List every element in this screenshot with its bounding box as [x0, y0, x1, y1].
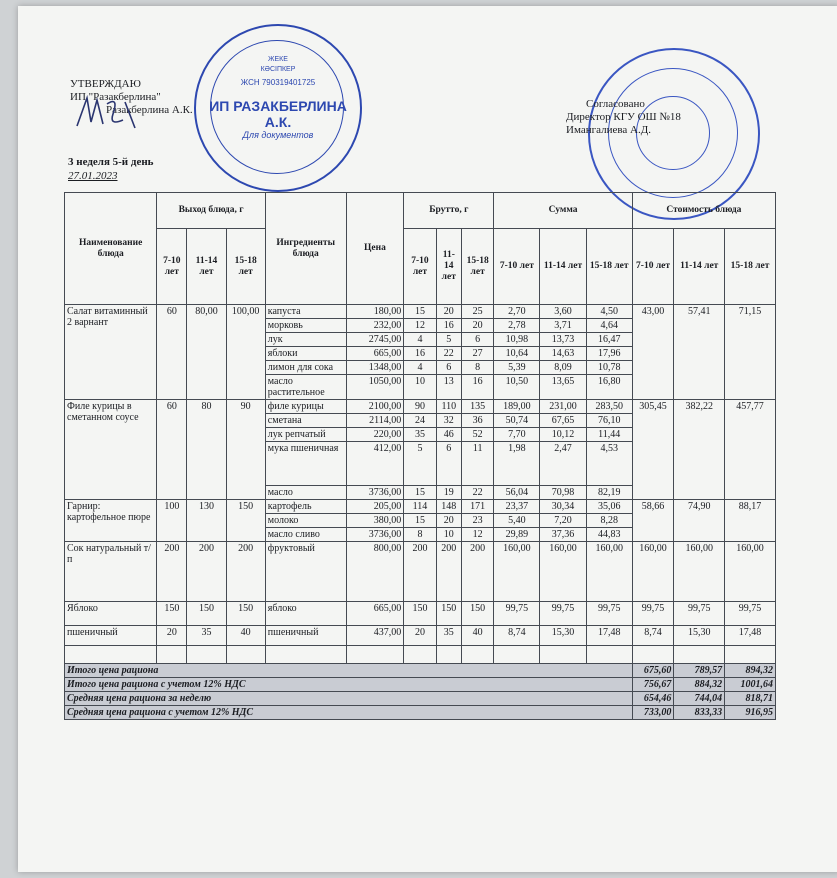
table-row: молоко 380,00 15 20 23 5,40 7,20 8,28 [65, 514, 776, 528]
table-row: лук репчатый 220,00 35 46 52 7,70 10,12 11,44 [65, 428, 776, 442]
agree-title: Согласовано [586, 98, 645, 110]
table-row: лук 2745,00 4 5 6 10,98 13,73 16,47 [65, 333, 776, 347]
col-sum: Сумма [494, 193, 632, 229]
col-price: Цена [346, 193, 404, 305]
age-row: 7-10 лет 11-14 лет 15-18 лет 7-10 лет 11-14 лет 15-18 лет 7-10 лет 11-14 лет 15-18 лет 7-10 лет 11-14 лет 15-18 лет [65, 229, 776, 305]
menu-date: 27.01.2023 [68, 170, 118, 182]
agree-name: Имангалиева А.Д. [566, 124, 651, 136]
dish-name: Филе курицы в сметанном соусе [65, 400, 157, 500]
table-row: морковь 232,00 12 16 20 2,78 3,71 4,64 [65, 319, 776, 333]
table-row: Яблоко 150 150 150 яблоко 665,00 150 150 150 99,75 99,75 99,75 99,75 99,75 99,75 [65, 602, 776, 626]
dish-name: Салат витаминный 2 варнант [65, 305, 157, 400]
table-row: масло сливо 3736,00 8 10 12 29,89 37,36 44,83 [65, 528, 776, 542]
signature-mark [73, 92, 143, 132]
week-day: 3 неделя 5-й день [68, 156, 154, 168]
col-gross: Брутто, г [404, 193, 494, 229]
table-row: пшеничный 20 35 40 пшеничный 437,00 20 35 40 8,74 15,30 17,48 8,74 15,30 17,48 [65, 626, 776, 646]
agree-line: Директор КГУ ОШ №18 [566, 111, 681, 123]
approve-org: ИП "Разакберлина" [70, 91, 161, 103]
total-row: Итого цена рациона 675,60 789,57 894,32 [65, 664, 776, 678]
col-cost: Стоимость блюда [632, 193, 775, 229]
table-row: Филе курицы в сметанном соусе 60 80 90 филе курицы 2100,00 90 110 135 189,00 231,00 283,50 305,45 382,22 457,77 [65, 400, 776, 414]
table-row: Сок натуральный т/п 200 200 200 фруктовый 800,00 200 200 200 160,00 160,00 160,00 160,00 160,00 160,00 [65, 542, 776, 602]
col-ingredients: Ингредиенты блюда [265, 193, 346, 305]
table-row: мука пшеничная 412,00 5 6 11 1,98 2,47 4,53 [65, 442, 776, 486]
total-row: Итого цена рациона с учетом 12% НДС 756,67 884,32 1001,64 [65, 678, 776, 692]
col-name: Наименование блюда [65, 193, 157, 305]
company-stamp: ЖЕКЕ КӘСІПКЕР ЖСН 790319401725 ИП РАЗАКБЕРЛИНА А.К. Для документов [194, 24, 362, 192]
table-row: масло растительное 1050,00 10 13 16 10,50 13,65 16,80 [65, 375, 776, 400]
table-row: Салат витаминный 2 варнант 60 80,00 100,00 капуста 180,00 15 20 25 2,70 3,60 4,50 43,00 57,41 71,15 [65, 305, 776, 319]
table-row: яблоки 665,00 16 22 27 10,64 14,63 17,96 [65, 347, 776, 361]
agreement-block [566, 98, 681, 137]
approve-title: УТВЕРЖДАЮ [70, 78, 141, 90]
document-sheet [18, 6, 837, 872]
menu-table [64, 192, 776, 720]
total-row: Средняя цена рациона с учетом 12% НДС 733,00 833,33 916,95 [65, 706, 776, 720]
col-yield: Выход блюда, г [157, 193, 265, 229]
table-row: сметана 2114,00 24 32 36 50,74 67,65 76,10 [65, 414, 776, 428]
table-row: Гарнир: картофельное пюре 100 130 150 картофель 205,00 114 148 171 23,37 30,34 35,06 58,66 74,90 88,17 [65, 500, 776, 514]
empty-row [65, 646, 776, 664]
table-row: масло 3736,00 15 19 22 56,04 70,98 82,19 [65, 486, 776, 500]
dish-name: пшеничный [65, 626, 157, 646]
table-row: лимон для сока 1348,00 4 6 8 5,39 8,09 10,78 [65, 361, 776, 375]
dish-name: Сок натуральный т/п [65, 542, 157, 602]
dish-name: Гарнир: картофельное пюре [65, 500, 157, 542]
header-row [65, 193, 776, 229]
dish-name: Яблоко [65, 602, 157, 626]
total-row: Средняя цена рациона за неделю 654,46 744,04 818,71 [65, 692, 776, 706]
approve-name: Разакберлина А.К. [106, 104, 193, 116]
